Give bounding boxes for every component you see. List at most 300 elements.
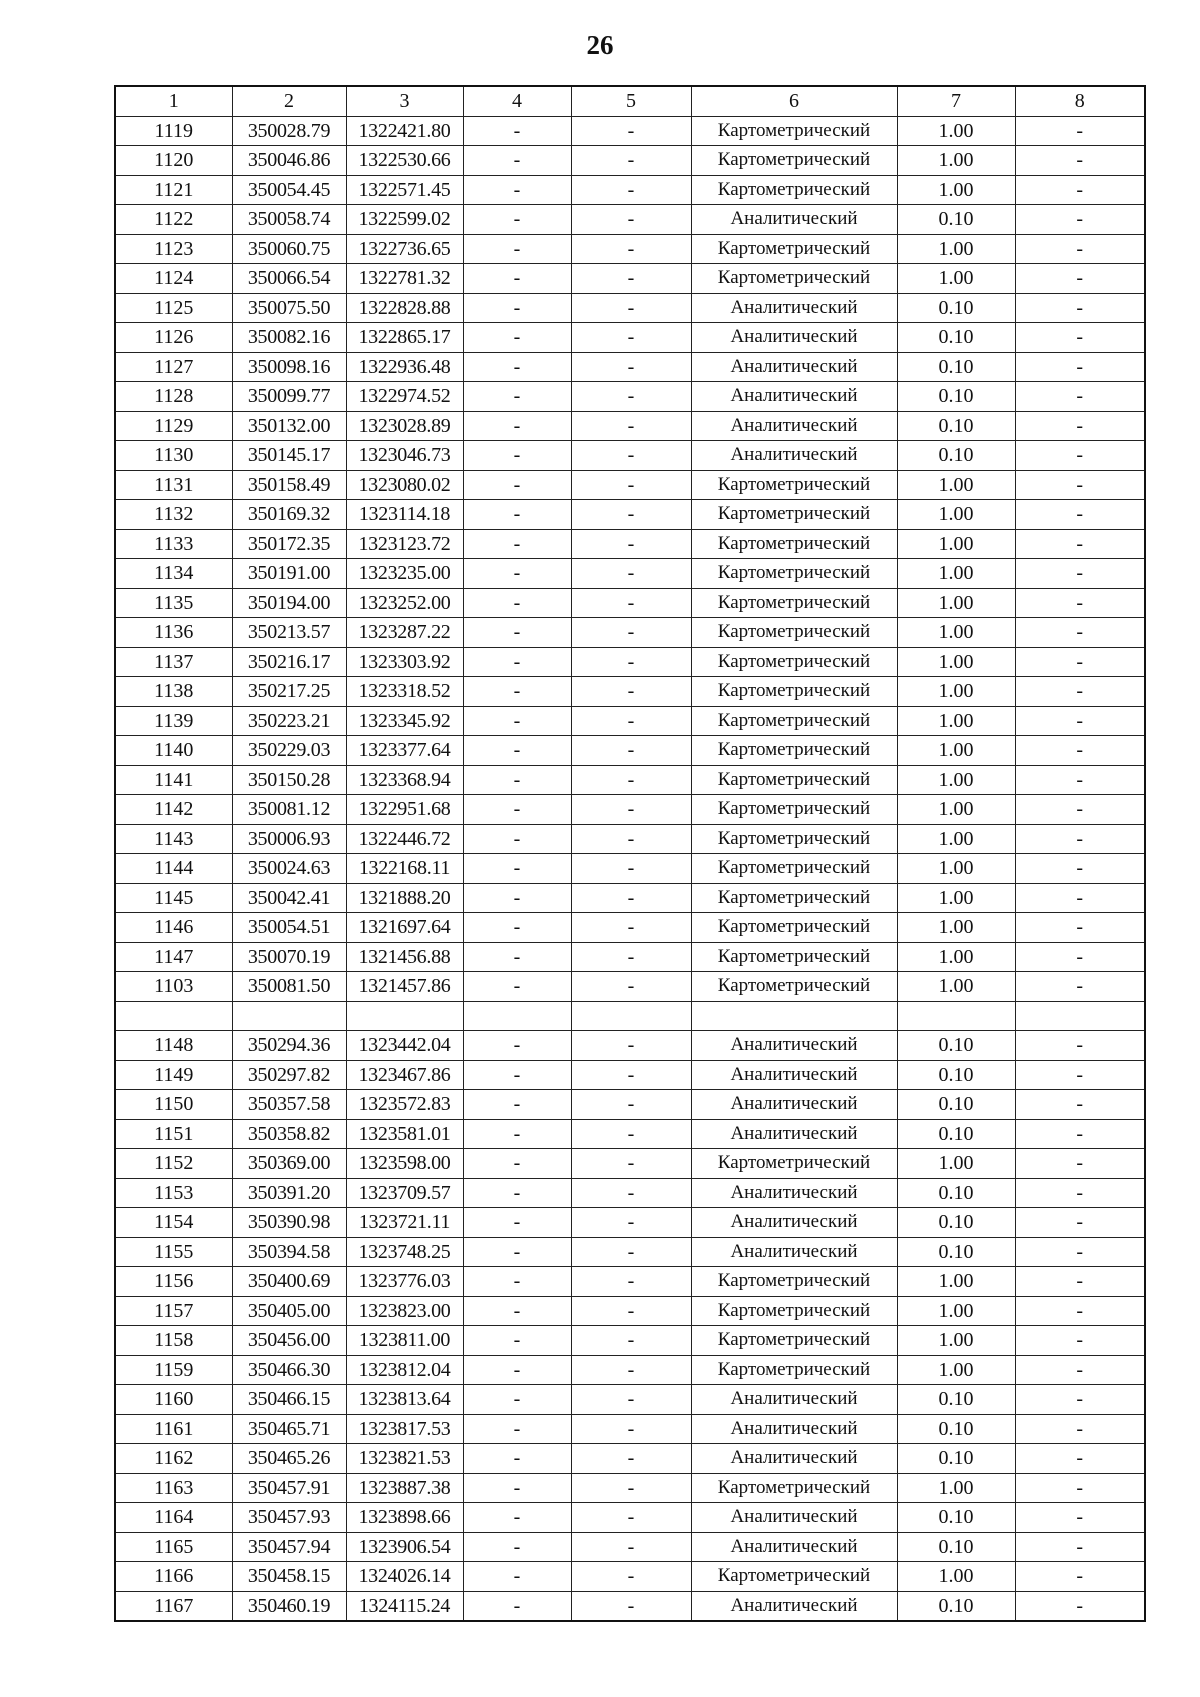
method-cell: Аналитический [691, 205, 897, 235]
col-5-value-cell: - [571, 706, 691, 736]
accuracy-cell: 0.10 [897, 293, 1015, 323]
y-coordinate-cell: 1323467.86 [346, 1060, 463, 1090]
table-row [115, 470, 1145, 500]
point-number-cell: 1133 [115, 529, 232, 559]
table-row [115, 765, 1145, 795]
point-number-cell: 1134 [115, 559, 232, 589]
table-row [115, 293, 1145, 323]
accuracy-cell: 0.10 [897, 1385, 1015, 1415]
col-4-value-cell: - [463, 175, 571, 205]
col-8-value-cell: - [1015, 765, 1145, 795]
col-4-value-cell: - [463, 293, 571, 323]
method-cell: Картометрический [691, 1355, 897, 1385]
table-row [115, 146, 1145, 176]
y-coordinate-cell: 1323080.02 [346, 470, 463, 500]
point-number-cell: 1132 [115, 500, 232, 530]
method-cell [691, 1001, 897, 1031]
accuracy-cell: 1.00 [897, 264, 1015, 294]
accuracy-cell: 1.00 [897, 824, 1015, 854]
method-cell: Аналитический [691, 1503, 897, 1533]
method-cell: Картометрический [691, 1149, 897, 1179]
method-cell: Картометрический [691, 647, 897, 677]
col-4-value-cell: - [463, 1385, 571, 1415]
table-row [115, 1208, 1145, 1238]
y-coordinate-cell: 1323287.22 [346, 618, 463, 648]
point-number-cell: 1141 [115, 765, 232, 795]
col-5-value-cell: - [571, 765, 691, 795]
x-coordinate-cell: 350082.16 [232, 323, 346, 353]
col-8-value-cell: - [1015, 1473, 1145, 1503]
col-8-value-cell: - [1015, 352, 1145, 382]
col-4-value-cell: - [463, 559, 571, 589]
col-8-value-cell: - [1015, 441, 1145, 471]
table-row [115, 1296, 1145, 1326]
point-number-cell: 1145 [115, 883, 232, 913]
x-coordinate-cell: 350457.93 [232, 1503, 346, 1533]
table-body [115, 116, 1145, 1621]
accuracy-cell: 0.10 [897, 1090, 1015, 1120]
col-8-value-cell: - [1015, 1326, 1145, 1356]
y-coordinate-cell: 1323581.01 [346, 1119, 463, 1149]
x-coordinate-cell: 350465.71 [232, 1414, 346, 1444]
table-row [115, 972, 1145, 1002]
x-coordinate-cell: 350028.79 [232, 116, 346, 146]
col-5-value-cell: - [571, 1503, 691, 1533]
y-coordinate-cell: 1323823.00 [346, 1296, 463, 1326]
y-coordinate-cell: 1323709.57 [346, 1178, 463, 1208]
method-cell: Аналитический [691, 352, 897, 382]
x-coordinate-cell: 350006.93 [232, 824, 346, 854]
x-coordinate-cell: 350466.15 [232, 1385, 346, 1415]
col-4-value-cell: - [463, 1591, 571, 1621]
x-coordinate-cell: 350400.69 [232, 1267, 346, 1297]
column-header-3: 3 [346, 86, 463, 116]
col-4-value-cell: - [463, 1296, 571, 1326]
y-coordinate-cell: 1324026.14 [346, 1562, 463, 1592]
col-4-value-cell: - [463, 765, 571, 795]
method-cell: Картометрический [691, 1296, 897, 1326]
table-row [115, 588, 1145, 618]
table-row [115, 1031, 1145, 1061]
col-4-value-cell: - [463, 618, 571, 648]
x-coordinate-cell: 350405.00 [232, 1296, 346, 1326]
col-5-value-cell: - [571, 234, 691, 264]
y-coordinate-cell: 1323123.72 [346, 529, 463, 559]
col-8-value-cell: - [1015, 795, 1145, 825]
table-row [115, 264, 1145, 294]
col-4-value-cell: - [463, 1503, 571, 1533]
col-4-value-cell: - [463, 234, 571, 264]
col-8-value-cell: - [1015, 293, 1145, 323]
method-cell: Картометрический [691, 795, 897, 825]
accuracy-cell: 1.00 [897, 1473, 1015, 1503]
col-8-value-cell: - [1015, 1060, 1145, 1090]
table-row [115, 1355, 1145, 1385]
y-coordinate-cell: 1321457.86 [346, 972, 463, 1002]
col-4-value-cell: - [463, 1208, 571, 1238]
col-8-value-cell: - [1015, 647, 1145, 677]
accuracy-cell: 0.10 [897, 1444, 1015, 1474]
point-number-cell: 1143 [115, 824, 232, 854]
col-8-value-cell: - [1015, 736, 1145, 766]
point-number-cell: 1151 [115, 1119, 232, 1149]
x-coordinate-cell: 350054.51 [232, 913, 346, 943]
col-8-value-cell: - [1015, 1503, 1145, 1533]
col-5-value-cell: - [571, 1414, 691, 1444]
accuracy-cell: 1.00 [897, 854, 1015, 884]
method-cell: Аналитический [691, 1385, 897, 1415]
accuracy-cell: 1.00 [897, 1355, 1015, 1385]
column-header-7: 7 [897, 86, 1015, 116]
accuracy-cell: 0.10 [897, 1414, 1015, 1444]
col-5-value-cell: - [571, 1237, 691, 1267]
accuracy-cell: 1.00 [897, 913, 1015, 943]
x-coordinate-cell: 350297.82 [232, 1060, 346, 1090]
point-number-cell: 1144 [115, 854, 232, 884]
method-cell: Картометрический [691, 972, 897, 1002]
x-coordinate-cell: 350465.26 [232, 1444, 346, 1474]
col-5-value-cell: - [571, 175, 691, 205]
point-number-cell: 1166 [115, 1562, 232, 1592]
col-4-value-cell: - [463, 529, 571, 559]
col-5-value-cell: - [571, 293, 691, 323]
table-spacer-row [115, 1001, 1145, 1031]
y-coordinate-cell: 1322781.32 [346, 264, 463, 294]
accuracy-cell: 0.10 [897, 205, 1015, 235]
method-cell: Картометрический [691, 883, 897, 913]
x-coordinate-cell: 350042.41 [232, 883, 346, 913]
method-cell: Картометрический [691, 559, 897, 589]
accuracy-cell: 1.00 [897, 559, 1015, 589]
col-5-value-cell: - [571, 942, 691, 972]
col-5-value-cell: - [571, 618, 691, 648]
x-coordinate-cell: 350229.03 [232, 736, 346, 766]
point-number-cell: 1152 [115, 1149, 232, 1179]
col-8-value-cell: - [1015, 116, 1145, 146]
x-coordinate-cell: 350066.54 [232, 264, 346, 294]
accuracy-cell: 1.00 [897, 706, 1015, 736]
x-coordinate-cell: 350194.00 [232, 588, 346, 618]
method-cell: Картометрический [691, 1326, 897, 1356]
x-coordinate-cell: 350390.98 [232, 1208, 346, 1238]
col-8-value-cell: - [1015, 972, 1145, 1002]
point-number-cell: 1147 [115, 942, 232, 972]
method-cell: Картометрический [691, 942, 897, 972]
col-5-value-cell: - [571, 795, 691, 825]
method-cell: Аналитический [691, 323, 897, 353]
col-4-value-cell: - [463, 352, 571, 382]
y-coordinate-cell: 1323776.03 [346, 1267, 463, 1297]
y-coordinate-cell: 1323028.89 [346, 411, 463, 441]
table-header-row [115, 86, 1145, 116]
y-coordinate-cell: 1321456.88 [346, 942, 463, 972]
col-5-value-cell: - [571, 1296, 691, 1326]
col-5-value-cell: - [571, 1532, 691, 1562]
accuracy-cell: 1.00 [897, 146, 1015, 176]
col-4-value-cell: - [463, 441, 571, 471]
col-8-value-cell: - [1015, 411, 1145, 441]
x-coordinate-cell: 350217.25 [232, 677, 346, 707]
col-8-value-cell: - [1015, 1296, 1145, 1326]
method-cell: Картометрический [691, 677, 897, 707]
x-coordinate-cell: 350054.45 [232, 175, 346, 205]
accuracy-cell: 0.10 [897, 1237, 1015, 1267]
method-cell: Аналитический [691, 1119, 897, 1149]
y-coordinate-cell: 1323906.54 [346, 1532, 463, 1562]
method-cell: Картометрический [691, 500, 897, 530]
col-8-value-cell: - [1015, 1562, 1145, 1592]
table-row [115, 942, 1145, 972]
y-coordinate-cell: 1323817.53 [346, 1414, 463, 1444]
point-number-cell: 1128 [115, 382, 232, 412]
x-coordinate-cell: 350070.19 [232, 942, 346, 972]
col-5-value-cell: - [571, 352, 691, 382]
method-cell: Аналитический [691, 293, 897, 323]
col-4-value-cell: - [463, 1060, 571, 1090]
y-coordinate-cell: 1322599.02 [346, 205, 463, 235]
col-4-value-cell: - [463, 913, 571, 943]
col-4-value-cell: - [463, 1119, 571, 1149]
accuracy-cell: 1.00 [897, 618, 1015, 648]
x-coordinate-cell: 350358.82 [232, 1119, 346, 1149]
x-coordinate-cell: 350460.19 [232, 1591, 346, 1621]
col-4-value-cell: - [463, 264, 571, 294]
method-cell: Картометрический [691, 234, 897, 264]
point-number-cell: 1121 [115, 175, 232, 205]
method-cell: Аналитический [691, 1031, 897, 1061]
y-coordinate-cell: 1322936.48 [346, 352, 463, 382]
x-coordinate-cell: 350145.17 [232, 441, 346, 471]
x-coordinate-cell: 350458.15 [232, 1562, 346, 1592]
col-5-value-cell: - [571, 647, 691, 677]
y-coordinate-cell: 1321697.64 [346, 913, 463, 943]
col-8-value-cell: - [1015, 323, 1145, 353]
accuracy-cell: 0.10 [897, 323, 1015, 353]
table-row [115, 1090, 1145, 1120]
accuracy-cell: 1.00 [897, 1296, 1015, 1326]
point-number-cell: 1124 [115, 264, 232, 294]
point-number-cell: 1122 [115, 205, 232, 235]
point-number-cell: 1135 [115, 588, 232, 618]
y-coordinate-cell: 1323368.94 [346, 765, 463, 795]
method-cell: Картометрический [691, 470, 897, 500]
table-row [115, 559, 1145, 589]
y-coordinate-cell: 1322421.80 [346, 116, 463, 146]
method-cell: Аналитический [691, 1060, 897, 1090]
table-row [115, 1385, 1145, 1415]
accuracy-cell: 1.00 [897, 1562, 1015, 1592]
col-5-value-cell: - [571, 1444, 691, 1474]
accuracy-cell [897, 1001, 1015, 1031]
y-coordinate-cell: 1322736.65 [346, 234, 463, 264]
accuracy-cell: 1.00 [897, 175, 1015, 205]
accuracy-cell: 0.10 [897, 1503, 1015, 1533]
col-8-value-cell: - [1015, 1444, 1145, 1474]
table-row [115, 1532, 1145, 1562]
col-4-value-cell: - [463, 205, 571, 235]
col-5-value-cell: - [571, 1149, 691, 1179]
col-4-value-cell: - [463, 942, 571, 972]
table-row [115, 1267, 1145, 1297]
method-cell: Картометрический [691, 588, 897, 618]
point-number-cell: 1123 [115, 234, 232, 264]
col-4-value-cell: - [463, 323, 571, 353]
table-row [115, 234, 1145, 264]
y-coordinate-cell [346, 1001, 463, 1031]
method-cell: Аналитический [691, 1444, 897, 1474]
col-4-value-cell: - [463, 824, 571, 854]
y-coordinate-cell: 1323813.64 [346, 1385, 463, 1415]
method-cell: Картометрический [691, 765, 897, 795]
x-coordinate-cell: 350357.58 [232, 1090, 346, 1120]
col-8-value-cell [1015, 1001, 1145, 1031]
x-coordinate-cell: 350158.49 [232, 470, 346, 500]
method-cell: Аналитический [691, 1532, 897, 1562]
accuracy-cell: 1.00 [897, 500, 1015, 530]
table-row [115, 854, 1145, 884]
x-coordinate-cell: 350456.00 [232, 1326, 346, 1356]
column-header-1: 1 [115, 86, 232, 116]
accuracy-cell: 0.10 [897, 1031, 1015, 1061]
col-8-value-cell: - [1015, 1031, 1145, 1061]
accuracy-cell: 0.10 [897, 1591, 1015, 1621]
col-8-value-cell: - [1015, 1237, 1145, 1267]
accuracy-cell: 1.00 [897, 765, 1015, 795]
method-cell: Аналитический [691, 1178, 897, 1208]
point-number-cell: 1139 [115, 706, 232, 736]
y-coordinate-cell: 1323046.73 [346, 441, 463, 471]
accuracy-cell: 1.00 [897, 470, 1015, 500]
point-number-cell: 1138 [115, 677, 232, 707]
col-5-value-cell: - [571, 1385, 691, 1415]
column-header-2: 2 [232, 86, 346, 116]
x-coordinate-cell: 350394.58 [232, 1237, 346, 1267]
point-number-cell [115, 1001, 232, 1031]
y-coordinate-cell: 1323898.66 [346, 1503, 463, 1533]
col-4-value-cell: - [463, 1473, 571, 1503]
col-8-value-cell: - [1015, 1208, 1145, 1238]
col-4-value-cell: - [463, 854, 571, 884]
col-4-value-cell: - [463, 1532, 571, 1562]
col-8-value-cell: - [1015, 618, 1145, 648]
table-row [115, 1473, 1145, 1503]
table-row [115, 529, 1145, 559]
y-coordinate-cell: 1322828.88 [346, 293, 463, 323]
point-number-cell: 1146 [115, 913, 232, 943]
table-row [115, 647, 1145, 677]
table-row [115, 1562, 1145, 1592]
method-cell: Аналитический [691, 1414, 897, 1444]
accuracy-cell: 0.10 [897, 1060, 1015, 1090]
col-5-value-cell: - [571, 736, 691, 766]
point-number-cell: 1126 [115, 323, 232, 353]
accuracy-cell: 0.10 [897, 382, 1015, 412]
x-coordinate-cell: 350058.74 [232, 205, 346, 235]
col-5-value-cell: - [571, 913, 691, 943]
point-number-cell: 1131 [115, 470, 232, 500]
col-8-value-cell: - [1015, 234, 1145, 264]
table-row [115, 1060, 1145, 1090]
y-coordinate-cell: 1323572.83 [346, 1090, 463, 1120]
col-5-value-cell: - [571, 824, 691, 854]
point-number-cell: 1140 [115, 736, 232, 766]
col-5-value-cell: - [571, 1355, 691, 1385]
accuracy-cell: 0.10 [897, 1178, 1015, 1208]
col-4-value-cell: - [463, 795, 571, 825]
col-5-value-cell: - [571, 116, 691, 146]
point-number-cell: 1150 [115, 1090, 232, 1120]
page-number: 26 [586, 30, 614, 60]
x-coordinate-cell: 350191.00 [232, 559, 346, 589]
y-coordinate-cell: 1322571.45 [346, 175, 463, 205]
table-row [115, 795, 1145, 825]
method-cell: Картометрический [691, 913, 897, 943]
col-8-value-cell: - [1015, 706, 1145, 736]
x-coordinate-cell: 350369.00 [232, 1149, 346, 1179]
table-row [115, 205, 1145, 235]
col-4-value-cell: - [463, 411, 571, 441]
method-cell: Аналитический [691, 1237, 897, 1267]
accuracy-cell: 0.10 [897, 352, 1015, 382]
table-row [115, 1119, 1145, 1149]
point-number-cell: 1154 [115, 1208, 232, 1238]
accuracy-cell: 0.10 [897, 1208, 1015, 1238]
accuracy-cell: 1.00 [897, 677, 1015, 707]
col-4-value-cell: - [463, 972, 571, 1002]
y-coordinate-cell: 1323887.38 [346, 1473, 463, 1503]
col-5-value-cell: - [571, 559, 691, 589]
col-4-value-cell: - [463, 470, 571, 500]
table-row [115, 441, 1145, 471]
point-number-cell: 1137 [115, 647, 232, 677]
col-8-value-cell: - [1015, 205, 1145, 235]
col-5-value-cell: - [571, 883, 691, 913]
point-number-cell: 1163 [115, 1473, 232, 1503]
column-header-5: 5 [571, 86, 691, 116]
accuracy-cell: 1.00 [897, 1149, 1015, 1179]
col-8-value-cell: - [1015, 1149, 1145, 1179]
col-4-value-cell: - [463, 1444, 571, 1474]
col-5-value-cell: - [571, 411, 691, 441]
table-row [115, 677, 1145, 707]
point-number-cell: 1161 [115, 1414, 232, 1444]
col-4-value-cell: - [463, 1267, 571, 1297]
col-5-value-cell: - [571, 972, 691, 1002]
col-8-value-cell: - [1015, 883, 1145, 913]
col-5-value-cell: - [571, 1562, 691, 1592]
table-row [115, 706, 1145, 736]
table-row [115, 1591, 1145, 1621]
x-coordinate-cell: 350213.57 [232, 618, 346, 648]
x-coordinate-cell: 350081.50 [232, 972, 346, 1002]
table-row [115, 913, 1145, 943]
col-8-value-cell: - [1015, 559, 1145, 589]
col-8-value-cell: - [1015, 146, 1145, 176]
coordinates-table [114, 85, 1146, 1622]
y-coordinate-cell: 1322530.66 [346, 146, 463, 176]
col-5-value-cell: - [571, 205, 691, 235]
table-row [115, 736, 1145, 766]
point-number-cell: 1149 [115, 1060, 232, 1090]
col-5-value-cell: - [571, 1473, 691, 1503]
col-5-value-cell: - [571, 1591, 691, 1621]
y-coordinate-cell: 1323721.11 [346, 1208, 463, 1238]
method-cell: Аналитический [691, 382, 897, 412]
x-coordinate-cell: 350081.12 [232, 795, 346, 825]
col-4-value-cell: - [463, 883, 571, 913]
point-number-cell: 1158 [115, 1326, 232, 1356]
col-8-value-cell: - [1015, 1591, 1145, 1621]
